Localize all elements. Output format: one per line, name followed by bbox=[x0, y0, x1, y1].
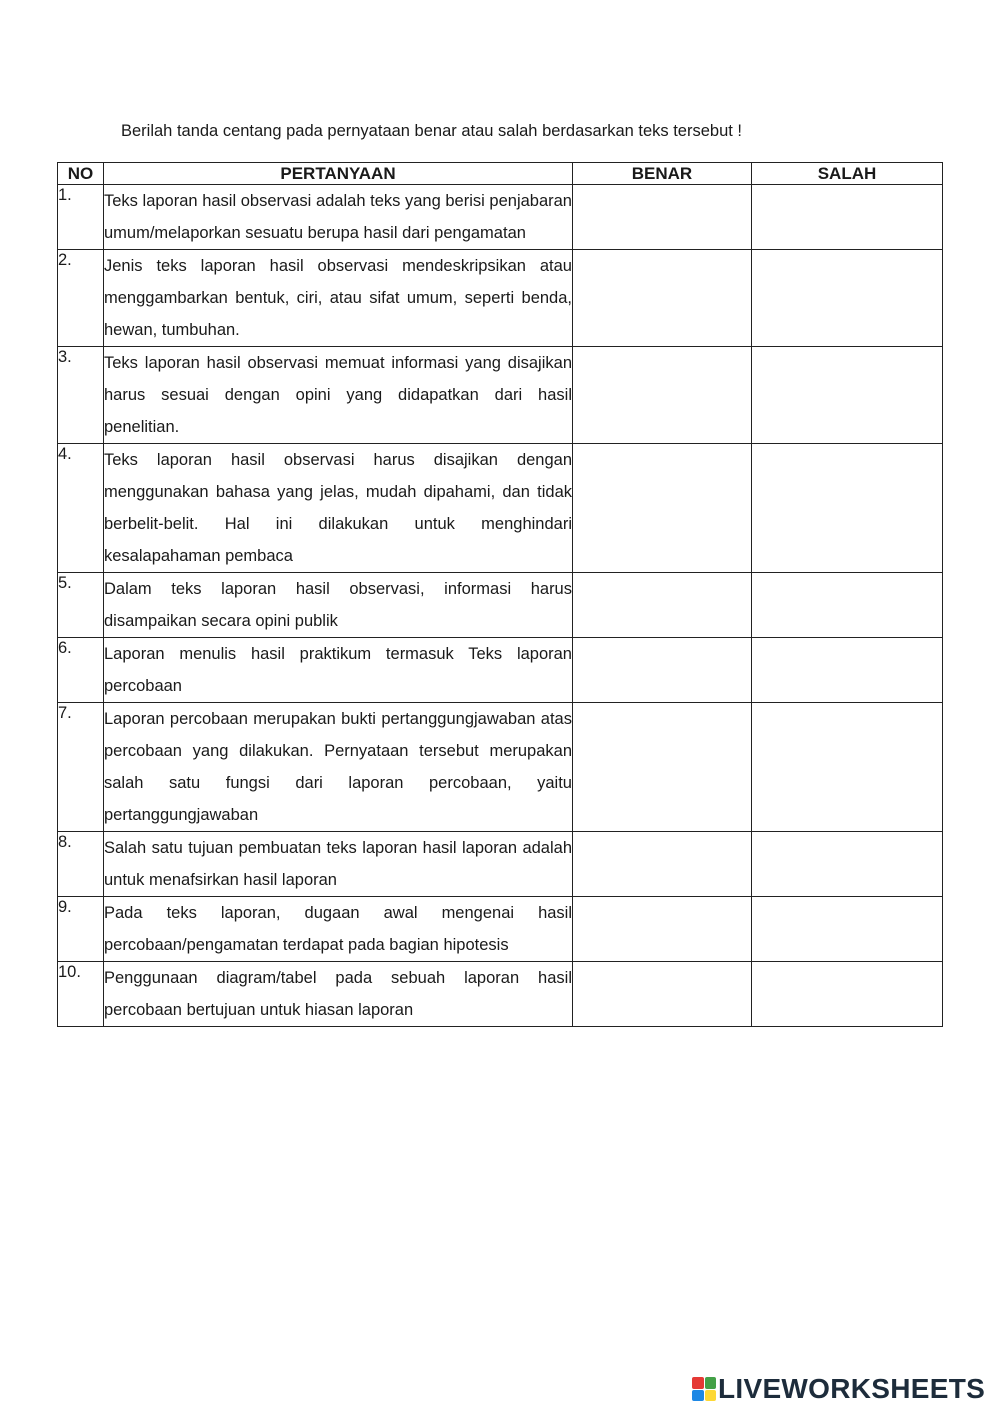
answer-false-cell[interactable] bbox=[752, 832, 943, 897]
question-text: Jenis teks laporan hasil observasi mendeskripsikan atau menggambarkan bentuk, ciri, atau sifat umum, seperti benda, hewan, tumbuhan. bbox=[104, 250, 573, 347]
answer-false-cell[interactable] bbox=[752, 573, 943, 638]
answer-true-cell[interactable] bbox=[573, 832, 752, 897]
row-number: 4. bbox=[58, 444, 104, 573]
logo-square-red bbox=[692, 1377, 704, 1389]
answer-true-cell[interactable] bbox=[573, 573, 752, 638]
table-row bbox=[58, 347, 943, 444]
question-text: Laporan menulis hasil praktikum termasuk Teks laporan percobaan bbox=[104, 638, 573, 703]
answer-false-cell[interactable] bbox=[752, 347, 943, 444]
question-text: Laporan percobaan merupakan bukti pertanggungjawaban atas percobaan yang dilakukan. Pernyataan tersebut merupakan salah satu fungsi dari laporan percobaan, yaitu pertanggungjawaban bbox=[104, 703, 573, 832]
answer-true-cell[interactable] bbox=[573, 703, 752, 832]
row-number: 8. bbox=[58, 832, 104, 897]
logo-square-blue bbox=[692, 1390, 704, 1402]
question-text: Teks laporan hasil observasi memuat informasi yang disajikan harus sesuai dengan opini yang didapatkan dari hasil penelitian. bbox=[104, 347, 573, 444]
row-number: 10. bbox=[58, 962, 104, 1027]
logo-square-green bbox=[705, 1377, 717, 1389]
row-number: 3. bbox=[58, 347, 104, 444]
logo-square-yellow bbox=[705, 1390, 717, 1402]
answer-false-cell[interactable] bbox=[752, 250, 943, 347]
question-text: Teks laporan hasil observasi harus disajikan dengan menggunakan bahasa yang jelas, mudah dipahami, dan tidak berbelit-belit. Hal ini dilakukan untuk menghindari kesalapahaman pembaca bbox=[104, 444, 573, 573]
answer-true-cell[interactable] bbox=[573, 250, 752, 347]
table-header-row bbox=[58, 163, 943, 185]
answer-false-cell[interactable] bbox=[752, 444, 943, 573]
header-true: BENAR bbox=[573, 163, 752, 185]
table-row bbox=[58, 250, 943, 347]
table-row bbox=[58, 444, 943, 573]
question-text: Penggunaan diagram/tabel pada sebuah laporan hasil percobaan bertujuan untuk hiasan laporan bbox=[104, 962, 573, 1027]
header-question: PERTANYAAN bbox=[104, 163, 573, 185]
row-number: 7. bbox=[58, 703, 104, 832]
answer-true-cell[interactable] bbox=[573, 444, 752, 573]
answer-false-cell[interactable] bbox=[752, 897, 943, 962]
instruction-text: Berilah tanda centang pada pernyataan benar atau salah berdasarkan teks tersebut ! bbox=[121, 122, 743, 140]
row-number: 2. bbox=[58, 250, 104, 347]
table-row bbox=[58, 185, 943, 250]
row-number: 1. bbox=[58, 185, 104, 250]
table-row bbox=[58, 703, 943, 832]
table-row bbox=[58, 638, 943, 703]
question-text: Teks laporan hasil observasi adalah teks yang berisi penjabaran umum/melaporkan sesuatu berupa hasil dari pengamatan bbox=[104, 185, 573, 250]
answer-false-cell[interactable] bbox=[752, 962, 943, 1027]
answer-true-cell[interactable] bbox=[573, 962, 752, 1027]
question-table bbox=[57, 162, 943, 1027]
table-row bbox=[58, 897, 943, 962]
answer-false-cell[interactable] bbox=[752, 638, 943, 703]
table-row bbox=[58, 573, 943, 638]
header-no: NO bbox=[58, 163, 104, 185]
header-false: SALAH bbox=[752, 163, 943, 185]
liveworksheets-logo-icon bbox=[692, 1377, 716, 1401]
answer-true-cell[interactable] bbox=[573, 347, 752, 444]
question-text: Salah satu tujuan pembuatan teks laporan hasil laporan adalah untuk menafsirkan hasil laporan bbox=[104, 832, 573, 897]
row-number: 9. bbox=[58, 897, 104, 962]
table-row bbox=[58, 832, 943, 897]
logo-text: LIVEWORKSHEETS bbox=[718, 1373, 986, 1404]
question-text: Dalam teks laporan hasil observasi, informasi harus disampaikan secara opini publik bbox=[104, 573, 573, 638]
answer-false-cell[interactable] bbox=[752, 185, 943, 250]
answer-true-cell[interactable] bbox=[573, 185, 752, 250]
answer-true-cell[interactable] bbox=[573, 897, 752, 962]
table-row bbox=[58, 962, 943, 1027]
row-number: 6. bbox=[58, 638, 104, 703]
question-text: Pada teks laporan, dugaan awal mengenai hasil percobaan/pengamatan terdapat pada bagian hipotesis bbox=[104, 897, 573, 962]
answer-true-cell[interactable] bbox=[573, 638, 752, 703]
liveworksheets-logo bbox=[692, 1374, 985, 1404]
row-number: 5. bbox=[58, 573, 104, 638]
answer-false-cell[interactable] bbox=[752, 703, 943, 832]
